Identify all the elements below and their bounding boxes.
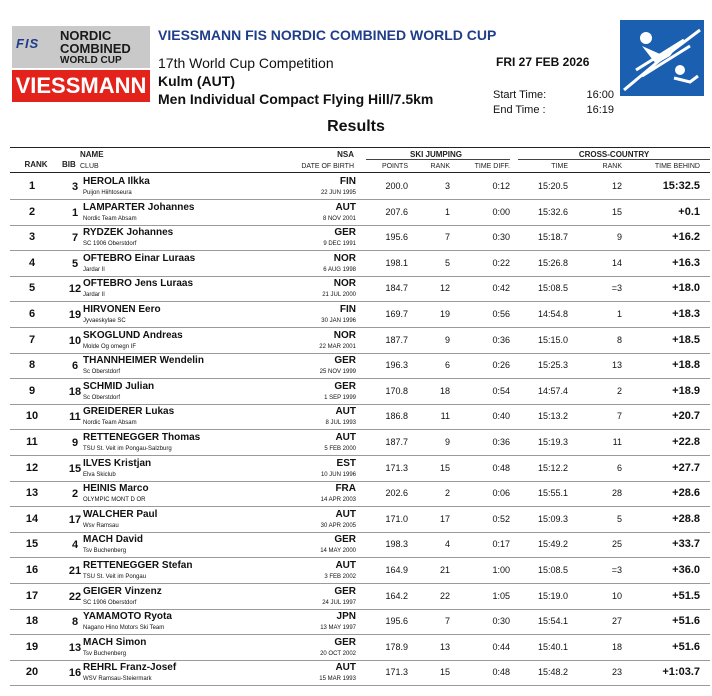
jump-points: 195.6 — [385, 616, 408, 627]
athlete-name: SKOGLUND Andreas — [83, 329, 183, 341]
athlete-name: REHRL Franz-Josef — [83, 662, 177, 674]
sj-group-rule — [366, 159, 510, 160]
table-row — [10, 301, 710, 328]
ski-jumper-icon — [620, 20, 704, 96]
club-name: Wsv Ramsau — [83, 522, 119, 529]
rank: 18 — [25, 615, 39, 628]
club-name: Nagano Hino Motors Ski Team — [83, 625, 165, 632]
cc-time: 15:08.5 — [537, 565, 568, 575]
bib: 13 — [68, 641, 82, 654]
bib: 4 — [71, 539, 79, 552]
bib: 15 — [68, 462, 82, 475]
col-cc-rank: RANK — [602, 163, 622, 170]
club-name: TSU St. Veit im Pongau — [83, 574, 147, 580]
cc-time: 15:19.0 — [537, 590, 568, 601]
venue: Kulm (AUT) — [158, 73, 235, 89]
logo-grey-panel — [12, 26, 150, 68]
jump-points: 187.7 — [385, 334, 408, 345]
page-title: VIESSMANN FIS NORDIC COMBINED WORLD CUP — [158, 27, 497, 43]
jump-points: 171.3 — [385, 667, 408, 678]
logo-line-3: WORLD CUP — [60, 55, 122, 66]
nsa-code: NOR — [333, 329, 356, 341]
time-diff: 1:00 — [492, 565, 510, 575]
cc-rank: 18 — [611, 641, 622, 652]
table-row — [10, 327, 710, 354]
jump-points: 178.9 — [385, 641, 408, 652]
cc-rank: 7 — [616, 411, 622, 422]
time-behind: +18.5 — [672, 333, 700, 346]
date-of-birth: 1 SEP 1999 — [324, 394, 356, 401]
jump-rank: 15 — [439, 667, 450, 678]
nsa-code: AUT — [335, 201, 356, 213]
cc-time: 15:25.3 — [537, 360, 568, 371]
time-diff: 0:42 — [492, 283, 510, 294]
nsa-code: AUT — [335, 508, 356, 520]
time-diff: 0:48 — [492, 667, 510, 678]
bib: 7 — [71, 232, 79, 245]
cc-group-rule — [518, 159, 710, 160]
date-of-birth: 14 APR 2003 — [320, 497, 356, 504]
rank: 15 — [25, 538, 39, 551]
fis-logo: FIS — [16, 36, 40, 51]
bib: 2 — [71, 488, 79, 501]
time-diff: 0:52 — [492, 513, 510, 524]
jump-rank: 1 — [444, 206, 450, 217]
table-row — [10, 250, 710, 277]
bib: 3 — [71, 181, 79, 193]
jump-points: 202.6 — [385, 488, 408, 499]
time-behind: +51.6 — [672, 615, 700, 628]
col-time-diff: TIME DIFF. — [474, 163, 510, 170]
bib: 22 — [68, 590, 82, 603]
table-row — [10, 659, 710, 686]
table-row — [10, 506, 710, 533]
table-top-rule — [10, 147, 710, 148]
nsa-code: GER — [334, 534, 356, 546]
nsa-code: FIN — [339, 304, 356, 315]
table-row — [10, 403, 710, 430]
cc-time: 15:40.1 — [537, 641, 568, 652]
athlete-name: GEIGER Vinzenz — [83, 585, 162, 597]
cc-time: 15:32.6 — [537, 206, 568, 217]
cc-rank: 1 — [616, 309, 622, 319]
rank: 19 — [25, 640, 39, 653]
cc-time: 15:15.0 — [537, 334, 568, 345]
table-row — [10, 531, 710, 558]
time-diff: 1:05 — [492, 590, 510, 601]
club-name: Nordic Team Absam — [83, 215, 137, 222]
cc-rank: 5 — [616, 513, 622, 524]
jump-rank: 22 — [439, 590, 450, 601]
col-cross-country: CROSS-COUNTRY — [578, 150, 650, 159]
date-of-birth: 14 MAY 2000 — [320, 548, 356, 555]
col-time-behind: TIME BEHIND — [654, 163, 700, 170]
results-heading: Results — [327, 118, 385, 135]
club-name: Molde Og omegn IF — [83, 343, 137, 350]
nsa-code: AUT — [335, 662, 356, 674]
time-behind: +18.3 — [672, 308, 700, 320]
nsa-code: AUT — [335, 406, 356, 418]
time-behind: +36.0 — [672, 564, 700, 576]
date-of-birth: 22 JUN 1995 — [320, 190, 356, 196]
col-time: TIME — [551, 163, 568, 170]
time-diff: 0:48 — [492, 462, 510, 473]
date-of-birth: 24 JUL 1997 — [322, 599, 356, 606]
nsa-code: NOR — [333, 278, 356, 290]
nsa-code: GER — [334, 585, 356, 597]
time-diff: 0:40 — [492, 411, 510, 422]
nsa-code: AUT — [335, 560, 356, 571]
col-sj-rank: RANK — [430, 163, 450, 170]
table-row — [10, 583, 710, 610]
table-row — [10, 224, 710, 251]
club-name: Sc Oberstdorf — [83, 394, 121, 401]
date-of-birth: 8 NOV 2001 — [322, 215, 356, 222]
time-behind: +18.8 — [672, 359, 700, 372]
cc-rank: 25 — [611, 539, 622, 550]
cc-rank: 12 — [611, 181, 622, 191]
rank: 12 — [25, 461, 39, 474]
bib: 11 — [69, 411, 81, 424]
rank: 4 — [28, 256, 36, 269]
cc-time: 15:18.7 — [537, 232, 568, 243]
cc-time: 15:48.2 — [537, 667, 568, 678]
cc-rank: 13 — [611, 360, 622, 371]
athlete-name: THANNHEIMER Wendelin — [83, 355, 204, 367]
athlete-name: RETTENEGGER Stefan — [83, 560, 193, 571]
jump-points: 186.8 — [385, 411, 408, 422]
col-nsa: NSA — [337, 150, 354, 159]
bib: 1 — [71, 206, 79, 219]
rank: 13 — [25, 487, 39, 500]
rank: 17 — [25, 589, 39, 602]
table-row — [10, 557, 710, 584]
rank: 1 — [28, 180, 36, 192]
time-diff: 0:56 — [492, 309, 510, 319]
date-of-birth: 25 NOV 1999 — [319, 369, 356, 376]
club-name: Jardar Il — [83, 292, 105, 299]
date-of-birth: 8 JUL 1993 — [325, 420, 356, 427]
club-name: Jardar Il — [83, 266, 105, 273]
club-name: Puijon Hiihtoseura — [83, 190, 132, 196]
jump-rank: 19 — [439, 309, 450, 319]
cc-rank: 28 — [611, 488, 622, 499]
club-name: Tsv Buchenberg — [83, 548, 127, 555]
club-name: SC 1906 Oberstdorf — [83, 599, 137, 606]
club-name: TSU St. Veit im Pongau-Salzburg — [83, 446, 172, 452]
start-time: 16:00 — [586, 89, 614, 101]
jump-rank: 7 — [444, 232, 450, 243]
col-name: NAME — [80, 150, 104, 159]
table-row — [10, 378, 710, 405]
club-name: OLYMPIC MONT D OR — [83, 497, 146, 504]
nsa-code: EST — [336, 457, 356, 469]
cc-rank: 10 — [611, 590, 622, 601]
cc-time: 15:19.3 — [537, 437, 568, 447]
cc-time: 15:54.1 — [537, 616, 568, 627]
athlete-name: LAMPARTER Johannes — [83, 201, 195, 213]
cc-rank: 23 — [611, 667, 622, 678]
time-diff: 0:54 — [492, 385, 510, 396]
time-behind: +51.6 — [672, 640, 700, 653]
athlete-name: MACH David — [83, 534, 144, 546]
rank: 9 — [28, 384, 36, 397]
date-of-birth: 22 MAR 2001 — [319, 343, 356, 350]
time-diff: 0:30 — [492, 232, 510, 243]
date-of-birth: 13 MAY 1997 — [320, 625, 356, 632]
date-of-birth: 6 AUG 1998 — [323, 266, 356, 273]
rank: 14 — [25, 512, 39, 525]
jump-rank: 21 — [439, 565, 450, 575]
rank: 11 — [26, 436, 38, 448]
nsa-code: JPN — [336, 611, 356, 623]
end-time-label: End Time : — [493, 104, 546, 116]
athlete-name: HEINIS Marco — [83, 483, 149, 495]
bib: 17 — [68, 513, 82, 526]
logo-line-2: COMBINED — [60, 41, 131, 56]
club-name: Elva Skiclub — [83, 471, 116, 478]
athlete-name: OFTEBRO Einar Luraas — [83, 252, 196, 264]
bib: 5 — [71, 257, 79, 270]
bib: 10 — [68, 334, 82, 347]
jump-points: 198.1 — [385, 257, 408, 268]
cc-time: 15:09.3 — [537, 513, 568, 524]
athlete-name: WALCHER Paul — [83, 508, 158, 520]
rank: 2 — [28, 205, 36, 218]
jump-rank: 18 — [439, 385, 450, 396]
athlete-name: OFTEBRO Jens Luraas — [83, 278, 194, 290]
jump-points: 187.7 — [385, 437, 408, 447]
jump-rank: 5 — [444, 257, 450, 268]
time-behind: +22.8 — [672, 436, 700, 448]
jump-points: 164.2 — [385, 590, 408, 601]
cc-time: 14:57.4 — [537, 385, 568, 396]
athlete-name: SCHMID Julian — [83, 380, 155, 392]
athlete-name: HIRVONEN Eero — [83, 304, 161, 315]
time-diff: 0:22 — [492, 257, 510, 268]
jump-rank: 9 — [444, 437, 450, 447]
club-name: Tsv Buchenberg — [83, 650, 127, 657]
table-row — [10, 480, 710, 507]
nsa-code: GER — [334, 636, 356, 648]
time-behind: +28.6 — [672, 487, 700, 500]
jump-points: 170.8 — [385, 385, 408, 396]
cc-rank: 9 — [616, 232, 622, 243]
end-time: 16:19 — [586, 104, 614, 116]
jump-points: 171.3 — [385, 462, 408, 473]
rank: 7 — [28, 333, 36, 346]
time-behind: +28.8 — [672, 512, 700, 525]
time-diff: 0:12 — [492, 181, 510, 191]
table-row — [10, 634, 710, 661]
time-diff: 0:17 — [492, 539, 510, 550]
time-diff: 0:36 — [492, 334, 510, 345]
time-behind: +51.5 — [672, 589, 700, 602]
athlete-name: HEROLA Ilkka — [83, 176, 150, 187]
cc-rank: 6 — [616, 462, 622, 473]
nsa-code: FIN — [339, 176, 356, 187]
time-behind: 15:32.5 — [662, 180, 700, 192]
table-row — [10, 199, 710, 226]
club-name: Nordic Team Absam — [83, 420, 137, 427]
date-of-birth: 15 MAR 1993 — [319, 676, 356, 683]
table-row — [10, 455, 710, 482]
jump-points: 198.3 — [385, 539, 408, 550]
jump-rank: 13 — [439, 641, 450, 652]
nsa-code: NOR — [333, 252, 356, 264]
jump-rank: 7 — [444, 616, 450, 627]
time-behind: +27.7 — [672, 461, 700, 474]
athlete-name: YAMAMOTO Ryota — [83, 611, 172, 623]
date-of-birth: 10 JUN 1996 — [320, 471, 356, 478]
jump-points: 169.7 — [385, 309, 408, 319]
jump-rank: 4 — [444, 539, 450, 550]
time-behind: +0.1 — [678, 205, 700, 218]
jump-rank: 12 — [439, 283, 450, 294]
athlete-name: MACH Simon — [83, 636, 147, 648]
cc-time: 15:13.2 — [537, 411, 568, 422]
bib: 19 — [68, 309, 82, 321]
col-rank: RANK — [24, 160, 48, 169]
time-behind: +33.7 — [672, 538, 700, 551]
jump-rank: 17 — [439, 513, 450, 524]
athlete-name: ILVES Kristjan — [83, 457, 152, 469]
jump-rank: 15 — [439, 462, 450, 473]
cc-time: 14:54.8 — [537, 309, 568, 319]
time-behind: +16.2 — [672, 231, 700, 244]
club-name: Jyvaeskylae SC — [83, 318, 126, 324]
rank: 3 — [28, 231, 36, 244]
bib: 18 — [68, 385, 82, 398]
date-of-birth: 21 JUL 2000 — [322, 292, 356, 299]
col-bib: BIB — [62, 160, 76, 169]
time-diff: 0:26 — [492, 360, 510, 371]
jump-rank: 11 — [440, 411, 450, 422]
date-of-birth: 5 FEB 2000 — [324, 446, 356, 452]
cc-rank: 14 — [611, 257, 622, 268]
jump-points: 196.3 — [385, 360, 408, 371]
nordic-combined-logo — [12, 26, 150, 102]
rank: 10 — [25, 410, 39, 423]
event-name: Men Individual Compact Flying Hill/7.5km — [158, 91, 434, 107]
cc-time: 15:20.5 — [537, 181, 568, 191]
rank: 16 — [25, 564, 39, 576]
club-name: WSV Ramsau-Steiermark — [83, 676, 152, 683]
cc-time: 15:55.1 — [537, 488, 568, 499]
bib: 12 — [68, 283, 82, 296]
nsa-code: FRA — [335, 483, 356, 495]
time-behind: +20.7 — [672, 410, 700, 423]
logo-line-1: NORDIC — [60, 28, 112, 43]
col-ski-jumping: SKI JUMPING — [409, 150, 462, 159]
athlete-name: RYDZEK Johannes — [83, 227, 174, 239]
table-row — [10, 352, 710, 379]
time-diff: 0:00 — [492, 206, 510, 217]
date-of-birth: 30 JAN 1996 — [321, 318, 356, 324]
jump-points: 164.9 — [385, 565, 408, 575]
date-of-birth: 3 FEB 2002 — [324, 574, 356, 580]
date-of-birth: 30 APR 2005 — [320, 522, 356, 529]
nsa-code: AUT — [335, 432, 356, 443]
table-row — [10, 608, 710, 635]
ski-jump-pictogram — [620, 20, 704, 96]
jump-points: 195.6 — [385, 232, 408, 243]
table-row — [10, 429, 710, 456]
time-diff: 0:44 — [492, 641, 510, 652]
table-row — [10, 173, 710, 200]
jump-rank: 9 — [444, 334, 450, 345]
date-of-birth: 9 DEC 1991 — [323, 241, 356, 248]
rank: 5 — [28, 282, 36, 295]
viessmann-logo: VIESSMANN — [12, 70, 150, 102]
date-of-birth: 20 OCT 2002 — [320, 650, 356, 657]
athlete-name: GREIDERER Lukas — [83, 406, 175, 418]
bib: 8 — [71, 616, 79, 629]
cc-rank: 15 — [611, 206, 622, 217]
cc-rank: 2 — [616, 385, 622, 396]
rank: 8 — [28, 359, 36, 372]
time-behind: +1:03.7 — [662, 666, 700, 679]
cc-time: 15:08.5 — [537, 283, 568, 294]
club-name: Sc Oberstdorf — [83, 369, 121, 376]
cc-rank: 8 — [616, 334, 622, 345]
time-behind: +18.0 — [672, 282, 700, 295]
cc-rank: 27 — [611, 616, 622, 627]
col-dob: DATE OF BIRTH — [301, 163, 354, 170]
jump-points: 200.0 — [385, 181, 408, 191]
nsa-code: GER — [334, 380, 356, 392]
rank: 6 — [28, 308, 36, 320]
col-points: POINTS — [381, 163, 408, 170]
cc-time: 15:26.8 — [537, 257, 568, 268]
time-diff: 0:30 — [492, 616, 510, 627]
time-behind: +18.9 — [672, 384, 700, 397]
table-row — [10, 275, 710, 302]
cc-rank: =3 — [611, 283, 622, 294]
bib: 21 — [68, 565, 82, 577]
event-date: FRI 27 FEB 2026 — [496, 55, 590, 69]
jump-rank: 6 — [444, 360, 450, 371]
start-time-label: Start Time: — [493, 89, 547, 101]
competition-number: 17th World Cup Competition — [158, 55, 334, 71]
rank: 20 — [25, 666, 39, 679]
col-club: CLUB — [80, 163, 99, 170]
nsa-code: GER — [334, 227, 356, 239]
nsa-code: GER — [334, 355, 356, 367]
jump-rank: 2 — [444, 488, 450, 499]
cc-time: 15:12.2 — [537, 462, 568, 473]
bib: 6 — [71, 360, 79, 373]
time-diff: 0:36 — [492, 437, 510, 447]
bib: 16 — [68, 667, 82, 680]
jump-points: 171.0 — [385, 513, 408, 524]
jump-points: 184.7 — [385, 283, 408, 294]
club-name: SC 1906 Oberstdorf — [83, 241, 137, 248]
jump-points: 207.6 — [385, 206, 408, 217]
cc-rank: 11 — [612, 437, 622, 447]
time-behind: +16.3 — [672, 256, 700, 269]
athlete-name: RETTENEGGER Thomas — [83, 432, 201, 443]
jump-rank: 3 — [444, 181, 450, 191]
bib: 9 — [71, 437, 79, 449]
cc-rank: =3 — [611, 565, 622, 575]
cc-time: 15:49.2 — [537, 539, 568, 550]
time-diff: 0:06 — [492, 488, 510, 499]
